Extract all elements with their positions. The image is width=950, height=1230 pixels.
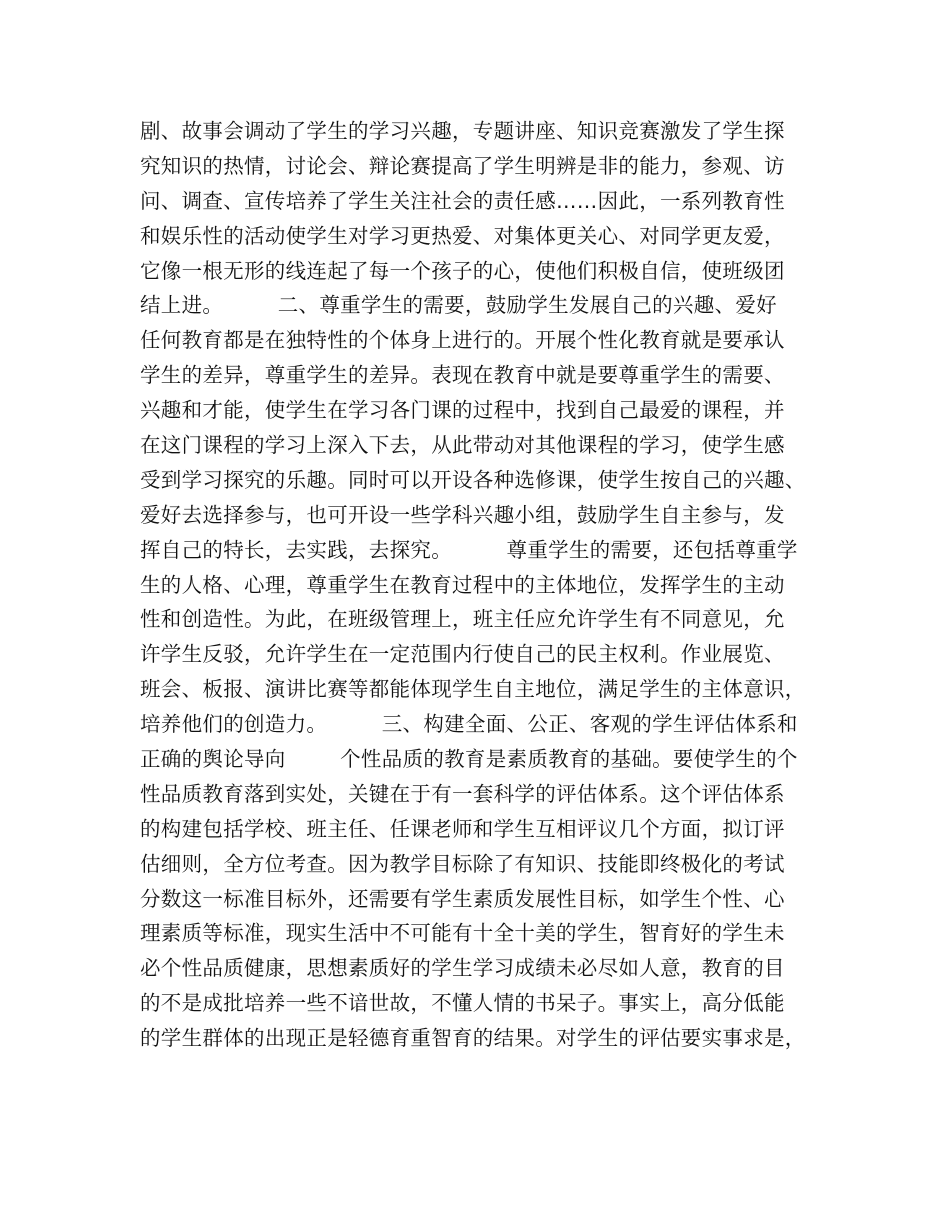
body-text: [140, 114, 840, 1056]
text-line: 问、调查、宣传培养了学生关注社会的责任感……因此，一系列教育性: [140, 188, 785, 213]
text-line: 性和创造性。为此，在班级管理上，班主任应允许学生有不同意见，允: [140, 607, 785, 632]
text-line: 分数这一标准目标外，还需要有学生素质发展性目标，如学生个性、心: [140, 886, 785, 911]
text-line: 它像一根无形的线连起了每一个孩子的心，使他们积极自信，使班级团: [140, 258, 785, 283]
text-line: 的不是成批培养一些不谙世故，不懂人情的书呆子。事实上，高分低能: [140, 991, 785, 1016]
text-line: 剧、故事会调动了学生的学习兴趣，专题讲座、知识竞赛激发了学生探: [140, 119, 785, 143]
text-line: 理素质等标准，现实生活中不可能有十全十美的学生，智育好的学生未: [140, 921, 785, 946]
text-line: 兴趣和才能，使学生在学习各门课的过程中，找到自己最爱的课程，并: [140, 398, 785, 423]
text-line: 生的人格、心理，尊重学生在教育过程中的主体地位，发挥学生的主动: [140, 572, 785, 597]
text-line: 究知识的热情，讨论会、辩论赛提高了学生明辨是非的能力，参观、访: [140, 153, 785, 178]
text-line: 在这门课程的学习上深入下去，从此带动对其他课程的学习，使学生感: [140, 433, 785, 458]
text-line: 正确的舆论导向 个性品质的教育是素质教育的基础。要使学生的个: [140, 747, 798, 772]
text-line: 挥自己的特长，去实践，去探究。 尊重学生的需要，还包括尊重学: [140, 537, 798, 562]
text-line: 估细则，全方位考查。因为教学目标除了有知识、技能即终极化的考试: [140, 851, 785, 876]
text-line: 爱好去选择参与，也可开设一些学科兴趣小组，鼓励学生自主参与，发: [140, 502, 785, 527]
text-line: 受到学习探究的乐趣。同时可以开设各种选修课，使学生按自己的兴趣、: [140, 467, 806, 492]
text-line: 许学生反驳，允许学生在一定范围内行使自己的民主权利。作业展览、: [140, 642, 785, 667]
text-line: 的学生群体的出现正是轻德育重智育的结果。对学生的评估要实事求是，: [140, 1026, 806, 1051]
text-line: 任何教育都是在独特性的个体身上进行的。开展个性化教育就是要承认: [140, 328, 785, 353]
text-line: 的构建包括学校、班主任、任课老师和学生互相评议几个方面，拟订评: [140, 816, 785, 841]
text-line: 结上进。 二、尊重学生的需要，鼓励学生发展自己的兴趣、爱好: [140, 293, 777, 318]
text-line: 和娱乐性的活动使学生对学习更热爱、对集体更关心、对同学更友爱，: [140, 223, 785, 248]
text-line: 必个性品质健康，思想素质好的学生学习成绩未必尽如人意，教育的目: [140, 956, 785, 981]
text-line: 培养他们的创造力。 三、构建全面、公正、客观的学生评估体系和: [140, 712, 798, 737]
text-line: 性品质教育落到实处，关键在于有一套科学的评估体系。这个评估体系: [140, 781, 785, 806]
text-line: 学生的差异，尊重学生的差异。表现在教育中就是要尊重学生的需要、: [140, 363, 785, 388]
text-line: 班会、板报、演讲比赛等都能体现学生自主地位，满足学生的主体意识，: [140, 677, 806, 702]
